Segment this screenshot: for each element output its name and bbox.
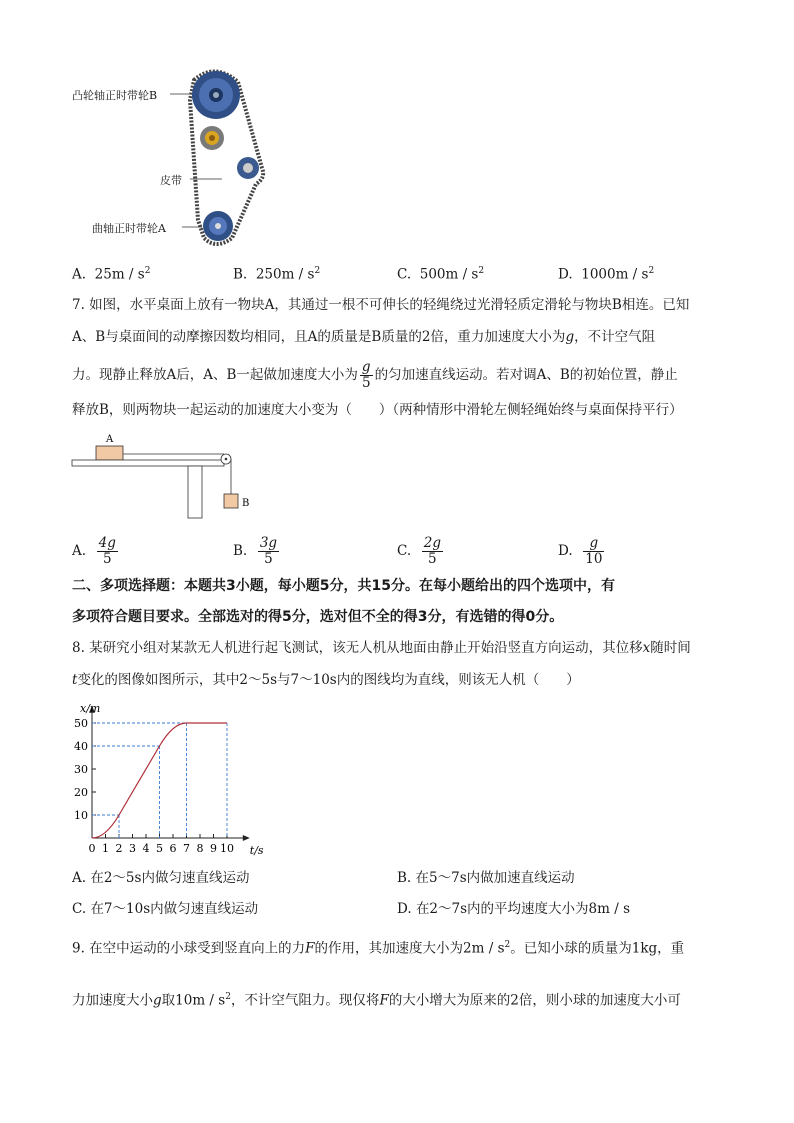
x-tick-label: 8 xyxy=(196,842,204,855)
x-tick-label: 9 xyxy=(210,842,217,855)
q7-line2: A、B与桌面间的动摩擦因数均相同，且A的质量是B质量的2倍，重力加速度大小为g，不计空气阻 xyxy=(72,329,656,345)
x-tick-label: 4 xyxy=(142,842,150,855)
table-leg xyxy=(188,466,202,518)
q7-line3: 力。现静止释放A后，A、B一起做加速度大小为 $\frac{g}{5}$ 的匀加速直线运动。若对调A、B的初始位置，静止 xyxy=(72,359,678,391)
x-tick-label: 10 xyxy=(220,842,234,855)
q9-line2: 力加速度大小g取$10m / s^2$，不计空气阻力。现仅将F的大小增大为原来的2倍，则小球的加速度大小可 xyxy=(72,992,681,1009)
y-tick-label: 20 xyxy=(74,786,88,799)
belt-pulley-diagram xyxy=(160,60,280,250)
belt-label: 皮带 xyxy=(160,174,182,187)
q7-option-b[interactable]: B. $\frac{3g}{5}$ xyxy=(233,535,278,567)
q8-line2: t变化的图像如图所示，其中2～5s与7～10s内的图线均为直线，则该无人机（ ） xyxy=(72,672,580,688)
q8-option-c[interactable]: C. 在7～10s内做匀速直线运动 xyxy=(72,901,259,917)
block-b-label: B xyxy=(242,498,250,509)
x-tick-label: 3 xyxy=(129,842,136,855)
x-tick-label: 1 xyxy=(102,842,109,855)
pulley-b-label: 凸轮轴正时带轮B xyxy=(72,89,158,102)
series-x-t-line xyxy=(92,723,227,838)
table-pulley-figure xyxy=(70,430,260,522)
g-over-5-fraction: $\frac{g}{5}$ xyxy=(361,359,371,391)
block-a xyxy=(96,446,123,460)
q6-option-a[interactable]: A. $25m / s^2$ xyxy=(72,266,151,283)
y-axis-label: x/m xyxy=(80,701,101,715)
q7-option-c[interactable]: C. $\frac{2g}{5}$ xyxy=(397,535,441,567)
pulley-a-label: 曲轴正时带轮A xyxy=(92,222,166,235)
q8-option-a[interactable]: A. 在2～5s内做匀速直线运动 xyxy=(72,870,250,886)
y-tick-label: 40 xyxy=(74,740,88,753)
q8-option-b[interactable]: B. 在5～7s内做加速直线运动 xyxy=(397,870,575,886)
y-tick-label: 50 xyxy=(74,717,88,730)
x-axis-arrow xyxy=(243,835,250,841)
xt-chart xyxy=(60,698,270,863)
x-tick-label: 7 xyxy=(183,842,190,855)
block-b xyxy=(224,494,238,508)
section2-line1: 二、多项选择题：本题共3小题，每小题5分，共15分。在每小题给出的四个选项中，有 xyxy=(72,578,615,594)
x-tick-label: 0 xyxy=(88,842,96,855)
q7-line4: 释放B，则两物块一起运动的加速度大小变为（ ）（两种情形中滑轮左侧轻绳始终与桌面保持平行） xyxy=(72,402,683,418)
table-top xyxy=(72,460,224,466)
block-a-label: A xyxy=(106,434,114,445)
q8-option-d[interactable]: D. 在2～7s内的平均速度大小为8m / s xyxy=(397,901,630,917)
q8-line1: 8. 某研究小组对某款无人机进行起飞测试，该无人机从地面由静止开始沿竖直方向运动，其位移x随时间 xyxy=(72,640,691,656)
q7-option-a[interactable]: A. $\frac{4g}{5}$ xyxy=(72,535,116,567)
y-tick-label: 10 xyxy=(74,809,88,822)
y-tick-label: 30 xyxy=(74,763,88,776)
q6-option-d[interactable]: D. $1000m / s^2$ xyxy=(558,266,655,283)
q6-option-b[interactable]: B. $250m / s^2$ xyxy=(233,266,321,283)
x-tick-label: 2 xyxy=(115,842,123,855)
x-tick-label: 5 xyxy=(156,842,163,855)
x-axis-label: t/s xyxy=(249,844,264,857)
q6-option-c[interactable]: C. $500m / s^2$ xyxy=(397,266,485,283)
q7-line1: 7. 如图，水平桌面上放有一物块A，其通过一根不可伸长的轻绳绕过光滑轻质定滑轮与物块B相连。已知 xyxy=(72,297,690,313)
q7-option-d[interactable]: D. $\frac{g}{10}$ xyxy=(558,535,603,567)
q9-line1: 9. 在空中运动的小球受到竖直向上的力F的作用，其加速度大小为$2m / s^2$。已知小球的质量为1kg，重 xyxy=(72,940,685,957)
x-tick-label: 6 xyxy=(169,842,177,855)
section2-line2: 多项符合题目要求。全部选对的得5分，选对但不全的得3分，有选错的得0分。 xyxy=(72,609,564,625)
